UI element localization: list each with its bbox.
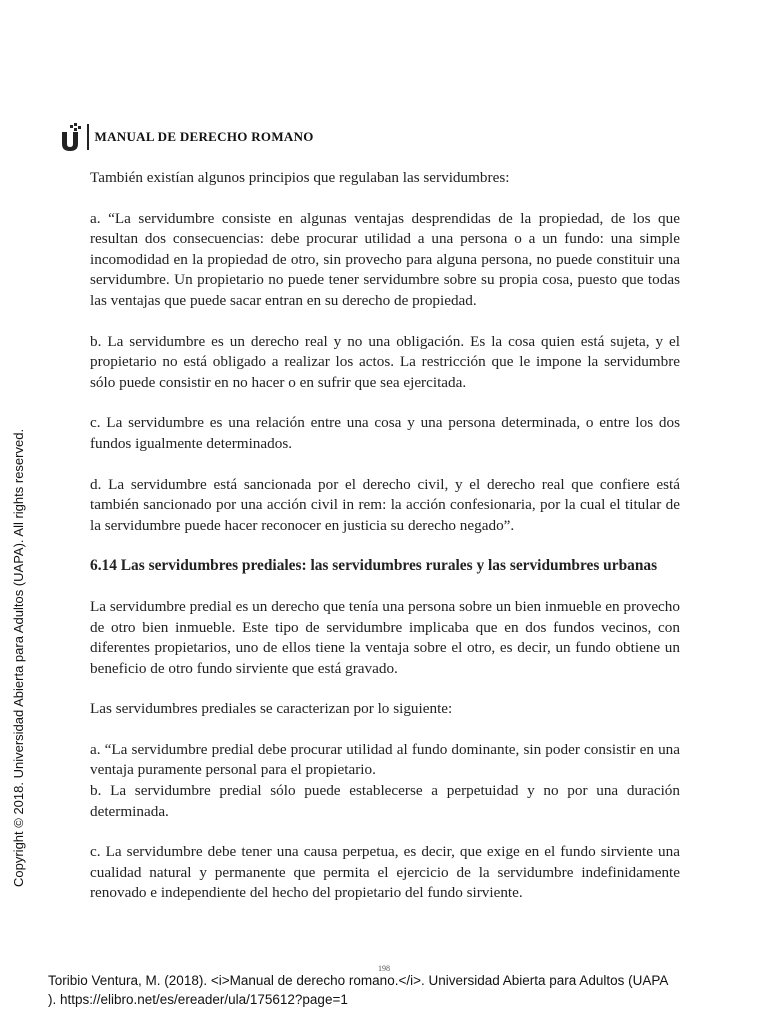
principle-d-paragraph: d. La servidumbre está sancionada por el derecho civil, y el derecho real que confiere está también sancionado por una acción civil in rem: la acción confesionaria, por la cual el titular de la servidumbre puede hacer reconocer en justicia su derecho negado”.: [90, 475, 680, 534]
page-number: 198: [378, 964, 390, 973]
header-divider: [87, 124, 89, 150]
characteristic-a-paragraph: a. “La servidumbre predial debe procurar utilidad al fundo dominante, sin poder consistir en una ventaja puramente personal para el propietario.: [90, 740, 680, 779]
principle-b-paragraph: b. La servidumbre es un derecho real y no una obligación. Es la cosa quien está sujeta, y el propietario no está obligado a realizar los actos. La restricción que le impone la servidumbre sólo puede consistir en no hacer o en sufrir que sea ejercitada.: [90, 332, 680, 391]
section-paragraph: La servidumbre predial es un derecho que tenía una persona sobre un bien inmueble en provecho de otro bien inmueble. Este tipo de servidumbre implicaba que en dos fundos vecinos, con diferentes propietarios, uno de ellos tiene la ventaja sobre el otro, es decir, un fundo obtiene un beneficio de otro fundo sirviente que está gravado.: [90, 597, 680, 677]
page-body: [90, 168, 680, 924]
characteristics-intro: Las servidumbres prediales se caracterizan por lo siguiente:: [90, 700, 453, 718]
citation-footer: [48, 971, 768, 1009]
page-header: [60, 122, 314, 152]
characteristic-b-paragraph: b. La servidumbre predial sólo puede establecerse a perpetuidad y no por una duración determinada.: [90, 782, 680, 820]
principle-a-paragraph: a. “La servidumbre consiste en algunas ventajas desprendidas de la propiedad, de los que resultan dos consecuencias: debe procurar utilidad a una persona o a un fundo: una simple incomodidad en la propiedad de otro, sin provecho para alguna persona, no puede constituir una servidumbre. Un propietario no puede tener servidumbre sobre su propia cosa, puesto que todas las ventajas que puede sacar entran en su derecho de propiedad.: [90, 209, 680, 309]
principle-c-paragraph: c. La servidumbre es una relación entre una cosa y una persona determinada, o entre los dos fundos igualmente determinados.: [90, 414, 680, 452]
intro-paragraph: También existían algunos principios que regulaban las servidumbres:: [90, 169, 510, 186]
section-heading: 6.14 Las servidumbres prediales: las servidumbres rurales y las servidumbres urbanas: [90, 557, 658, 575]
citation-line-1: Toribio Ventura, M. (2018). <i>Manual de derecho romano.</i>. Universidad Abierta para Adultos (UAPA: [48, 973, 669, 988]
university-logo-icon: [60, 123, 82, 151]
citation-line-2: ). https://elibro.net/es/ereader/ula/175612?page=1: [48, 992, 348, 1007]
running-header-title: MANUAL DE DERECHO ROMANO: [94, 129, 314, 144]
characteristic-c-paragraph: c. La servidumbre debe tener una causa perpetua, es decir, que exige en el fundo sirviente una cualidad natural y permanente que permita el ejercicio de la servidumbre indefinidamente renovado e independiente del hecho del propietario del fundo sirviente.: [90, 843, 680, 902]
copyright-notice: Copyright © 2018. Universidad Abierta para Adultos (UAPA). All rights reserved.: [11, 428, 26, 887]
